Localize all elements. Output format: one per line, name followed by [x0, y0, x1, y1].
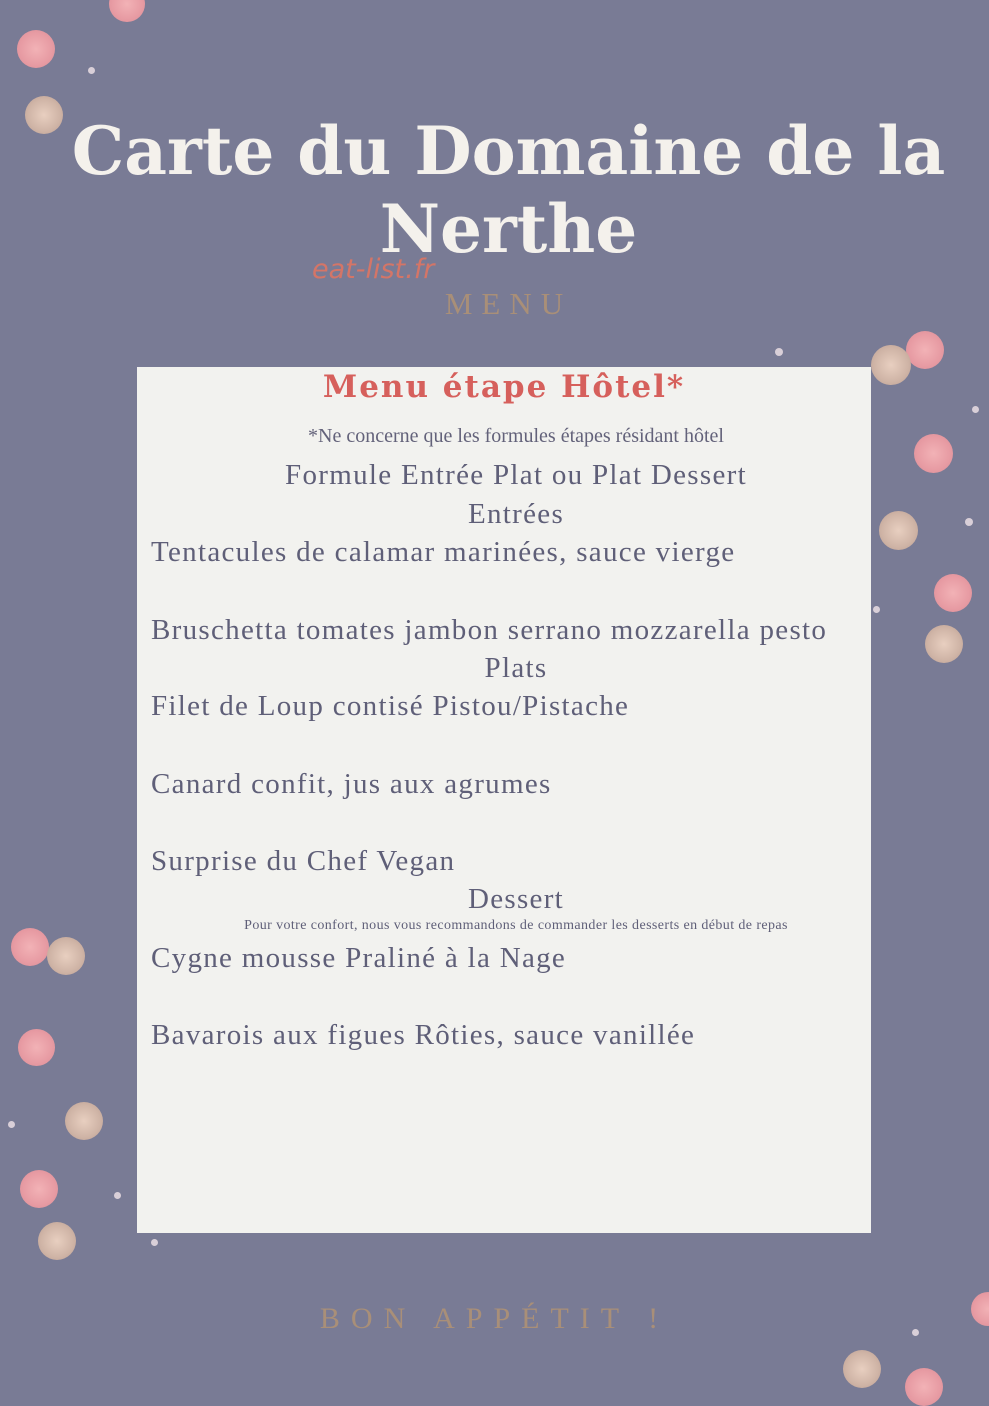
formula-line: Formule Entrée Plat ou Plat Dessert: [285, 459, 747, 491]
dessert-note: Pour votre confort, nous vous recommandons de commander les desserts en début de repas: [244, 918, 788, 933]
confetti-dot: [914, 434, 953, 473]
menu-item: Filet de Loup contisé Pistou/Pistache: [151, 690, 630, 722]
menu-item: Surprise du Chef Vegan: [151, 845, 456, 877]
section-heading-starters: Entrées: [467, 498, 565, 530]
confetti-dot: [8, 1121, 15, 1128]
confetti-dot: [109, 0, 145, 22]
confetti-dot: [775, 348, 783, 356]
watermark: eat-list.fr: [312, 254, 435, 285]
confetti-dot: [873, 606, 880, 613]
menu-item: Canard confit, jus aux agrumes: [151, 768, 552, 800]
menu-subtitle: MENU: [444, 286, 573, 321]
footer-text: BON APPÉTIT !: [319, 1302, 670, 1335]
card-note: *Ne concerne que les formules étapes résidant hôtel: [308, 425, 724, 447]
menu-item: Cygne mousse Praliné à la Nage: [151, 942, 567, 974]
section-heading-dessert: Dessert: [467, 883, 565, 915]
menu-item: Tentacules de calamar marinées, sauce vierge: [151, 536, 736, 568]
confetti-dot: [925, 625, 963, 663]
menu-item: Bruschetta tomates jambon serrano mozzarella pesto: [151, 614, 828, 646]
confetti-dot: [11, 928, 49, 966]
confetti-dot: [871, 345, 911, 385]
card-title: Menu étape Hôtel*: [322, 369, 686, 405]
page-title: Carte du Domaine de la Nerthe: [71, 112, 946, 268]
confetti-dot: [47, 937, 85, 975]
confetti-dot: [17, 30, 55, 68]
confetti-dot: [88, 67, 95, 74]
confetti-dot: [934, 574, 972, 612]
confetti-dot: [114, 1192, 121, 1199]
confetti-dot: [965, 518, 973, 526]
confetti-dot: [972, 406, 979, 413]
confetti-dot: [18, 1029, 55, 1066]
section-heading-mains: Plats: [484, 652, 548, 684]
menu-item: Bavarois aux figues Rôties, sauce vanillée: [151, 1019, 696, 1051]
confetti-dot: [905, 1368, 943, 1406]
confetti-dot: [38, 1222, 76, 1260]
confetti-dot: [843, 1350, 881, 1388]
confetti-dot: [65, 1102, 103, 1140]
menu-card: [137, 367, 871, 1233]
confetti-dot: [20, 1170, 58, 1208]
confetti-dot: [906, 331, 944, 369]
confetti-dot: [151, 1239, 158, 1246]
